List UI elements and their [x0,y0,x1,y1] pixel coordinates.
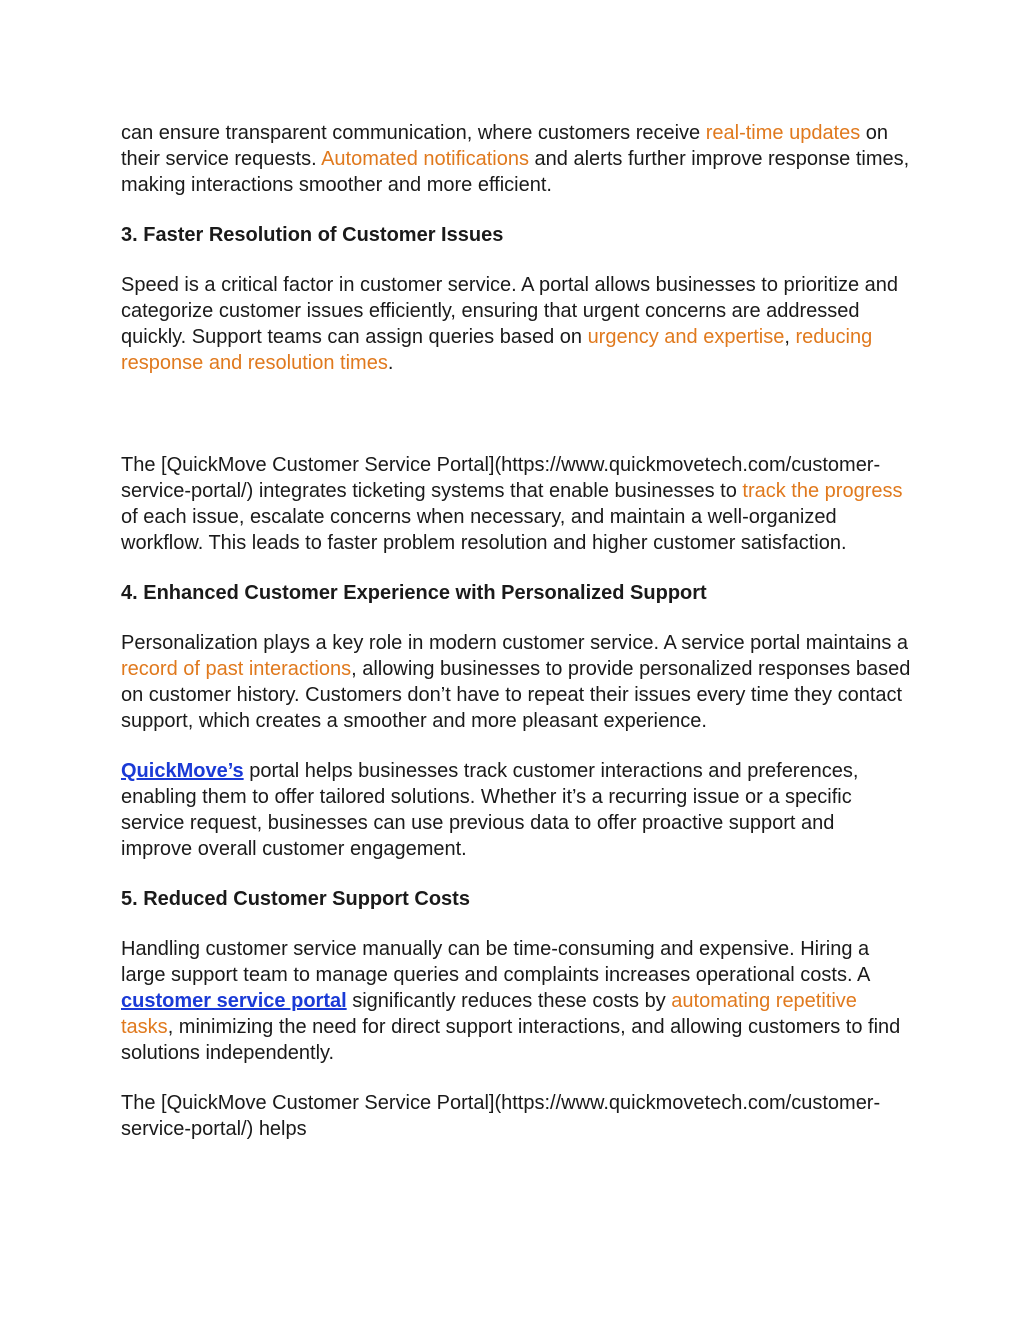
automated-notifications-link[interactable]: Automated notifications [321,148,529,170]
paragraph-text: The [QuickMove Customer Service Portal](https://www.quickmovetech.com/customer-service-portal/) integrates ticketing systems that enable businesses to [121,454,881,502]
paragraph-text: , minimizing the need for direct support interactions, and allowing customers to find solutions independently. [121,1016,901,1064]
automating-repetitive-tasks-link[interactable]: automating repetitive tasks [121,990,857,1038]
paragraph-speed [121,272,911,376]
reducing-response-times-link[interactable]: reducing response and resolution times [121,326,873,374]
paragraph-text: of each issue, escalate concerns when necessary, and maintain a well-organized workflow. This leads to faster problem resolution and higher customer satisfaction. [121,506,847,554]
paragraph-text: Speed is a critical factor in customer service. A portal allows businesses to prioritize and categorize customer issues efficiently, ensuring that urgent concerns are addressed quickly. Support teams can assign queries based on [121,274,899,348]
paragraph-text: . [387,352,394,374]
heading-reduced-costs: 5. Reduced Customer Support Costs [121,888,470,910]
heading-faster-resolution: 3. Faster Resolution of Customer Issues [121,224,504,246]
paragraph-text: portal helps businesses track customer interactions and preferences, enabling them to offer tailored solutions. Whether it’s a recurring issue or a specific service request, businesses can use previous data to offer proactive support and improve overall customer engagement. [121,760,859,860]
paragraph-text: Handling customer service manually can be time-consuming and expensive. Hiring a large support team to manage queries and complaints increases operational costs. A [121,938,870,986]
paragraph-transparent-communication [121,120,911,198]
paragraph-text: significantly reduces these costs by [346,990,672,1012]
paragraph-text: can ensure transparent communication, where customers receive [121,122,706,144]
urgency-expertise-link[interactable]: urgency and expertise [587,326,785,348]
document-page [121,120,911,1142]
paragraph-text: Personalization plays a key role in modern customer service. A service portal maintains a [121,632,909,654]
record-past-interactions-link[interactable]: record of past interactions [121,658,352,680]
customer-service-portal-link[interactable]: customer service portal [121,990,347,1012]
track-the-progress-link[interactable]: track the progress [742,480,903,502]
paragraph-support-costs [121,936,911,1066]
real-time-updates-link[interactable]: real-time updates [705,122,861,144]
paragraph-text: , allowing businesses to provide personalized responses based on customer history. Customers don’t have to repeat their issues every time they contact support, which creates a smoother and more pleasant experience. [121,658,911,732]
paragraph-quickmove-portal [121,758,911,862]
paragraph-text: on their service requests. [121,122,889,170]
paragraph-text: The [QuickMove Customer Service Portal](https://www.quickmovetech.com/customer-service-portal/) helps [121,1092,881,1140]
quickmoves-link[interactable]: QuickMove’s [121,760,244,782]
heading-enhanced-experience: 4. Enhanced Customer Experience with Personalized Support [121,582,707,604]
paragraph-text: and alerts further improve response times, making interactions smoother and more efficient. [121,148,910,196]
paragraph-ticketing [121,452,911,556]
paragraph-personalization [121,630,911,734]
paragraph-text: , [784,326,796,348]
paragraph-quickmove-helps [121,1090,911,1142]
